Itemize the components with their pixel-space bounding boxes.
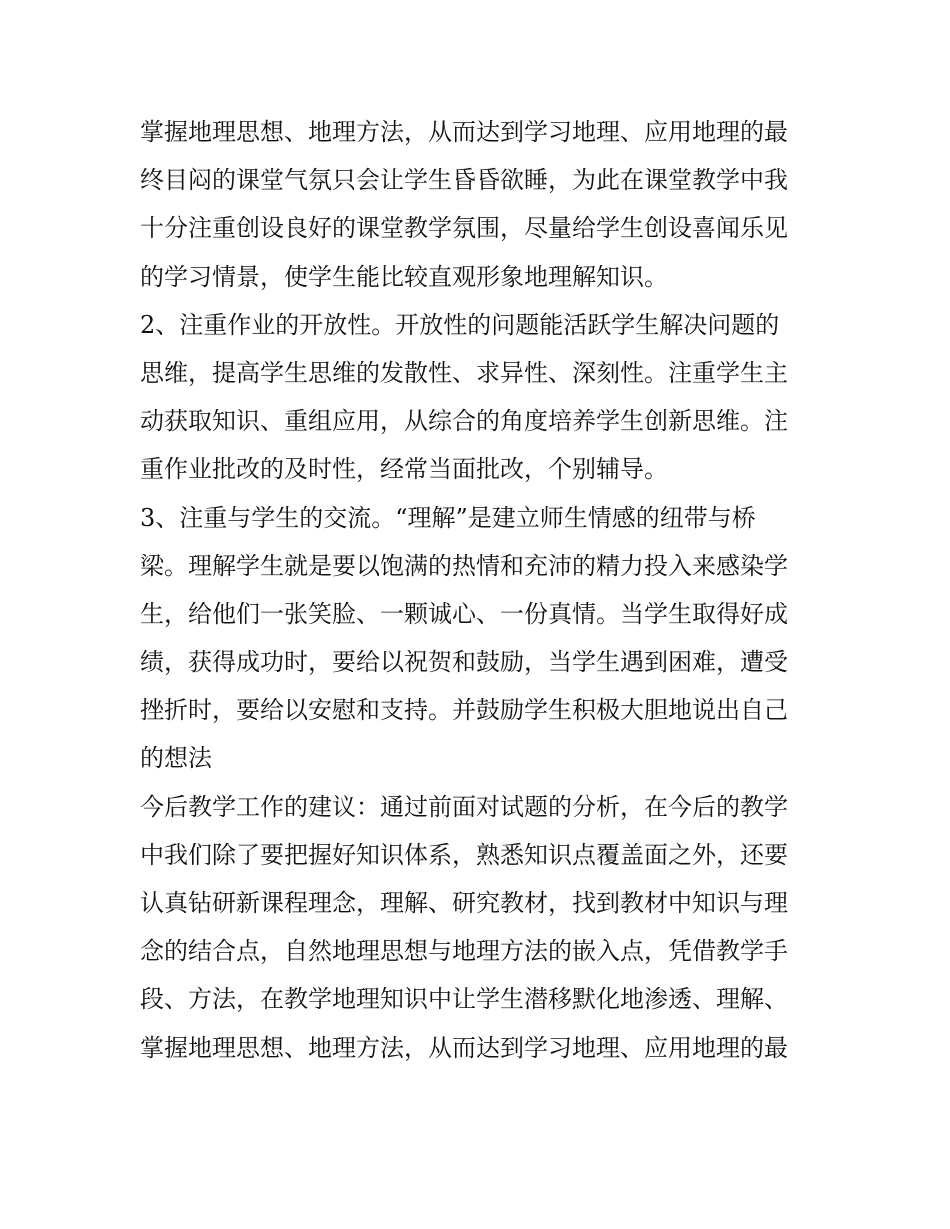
- text-line-7: 动获取知识、重组应用，从综合的角度培养学生创新思维。注: [140, 407, 788, 436]
- text-line-2: 终目闷的课堂气氛只会让学生昏昏欲睡，为此在课堂教学中我: [140, 166, 788, 195]
- text-line-1: 掌握地理思想、地理方法，从而达到学习地理、应用地理的最: [140, 118, 788, 146]
- text-line-13: 挫折时，要给以安慰和支持。并鼓励学生积极大胆地说出自己: [140, 696, 788, 725]
- text-line-17: 认真钻研新课程理念，理解、研究教材，找到教材中知识与理: [140, 889, 788, 917]
- text-line-20: 掌握地理思想、地理方法，从而达到学习地理、应用地理的最: [140, 1033, 788, 1062]
- text-line-5: 2、注重作业的开放性。开放性的问题能活跃学生解决问题的: [140, 310, 780, 339]
- text-line-12: 绩，获得成功时，要给以祝贺和鼓励，当学生遇到困难，遭受: [140, 648, 788, 677]
- text-line-6: 思维，提高学生思维的发散性、求异性、深刻性。注重学生主: [140, 358, 788, 387]
- text-line-18: 念的结合点，自然地理思想与地理方法的嵌入点，凭借教学手: [140, 937, 788, 966]
- text-line-19: 段、方法，在教学地理知识中让学生潜移默化地渗透、理解、: [140, 985, 788, 1014]
- text-line-8: 重作业批改的及时性，经常当面批改，个别辅导。: [140, 455, 668, 484]
- text-line-15: 今后教学工作的建议：通过前面对试题的分析，在今后的教学: [140, 792, 788, 821]
- text-line-9: 3、注重与学生的交流。“理解”是建立师生情感的纽带与桥: [140, 503, 756, 532]
- text-line-10: 梁。理解学生就是要以饱满的热情和充沛的精力投入来感染学: [140, 551, 788, 580]
- text-line-3: 十分注重创设良好的课堂教学氛围，尽量给学生创设喜闻乐见: [140, 214, 788, 243]
- text-line-4: 的学习情景，使学生能比较直观形象地理解知识。: [140, 262, 668, 291]
- text-line-11: 生，给他们一张笑脸、一颗诚心、一份真情。当学生取得好成: [140, 599, 788, 628]
- document-body: [140, 112, 820, 1076]
- text-line-16: 中我们除了要把握好知识体系，熟悉知识点覆盖面之外，还要: [140, 840, 788, 869]
- text-line-14: 的想法: [140, 744, 212, 773]
